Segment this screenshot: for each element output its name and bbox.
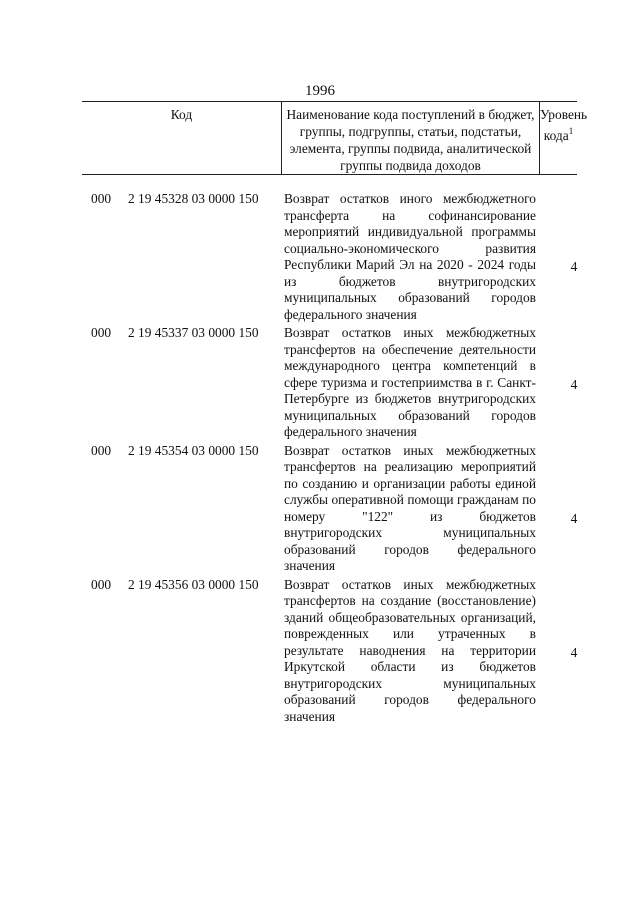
row-level: 4 bbox=[570, 259, 578, 274]
row-prefix: 000 bbox=[91, 576, 112, 592]
header-level-label: Уровень кода bbox=[540, 107, 588, 143]
page-number: 1996 bbox=[305, 83, 335, 99]
table-body bbox=[0, 191, 640, 727]
row-prefix: 000 bbox=[91, 325, 112, 340]
row-description: Возврат остатков иного межбюджетного трансферта на софинансирование мероприятий индивидуальной программы социально-экономического развития Республики Марий Эл на 2020 - 2024 годы из бюджетов внутригородских муниципальных образований городов федерального значения bbox=[284, 191, 536, 322]
table-row bbox=[0, 443, 640, 575]
row-level: 4 bbox=[570, 644, 578, 660]
row-level: 4 bbox=[570, 510, 578, 526]
row-prefix: 000 bbox=[91, 191, 112, 206]
table-row bbox=[0, 325, 640, 441]
row-code: 2 19 45328 03 0000 150 bbox=[128, 191, 259, 206]
row-level: 4 bbox=[570, 377, 578, 392]
header-code: Код bbox=[170, 107, 193, 122]
table-row bbox=[0, 577, 640, 726]
footnote-marker: 1 bbox=[568, 126, 574, 136]
row-description: Возврат остатков иных межбюджетных трансфертов на обеспечение деятельности международного центра компетенций в сфере туризма и гостеприимства в г. Санкт-Петербурге из бюджетов внутригородских муниципальных образований городов федерального значения bbox=[284, 325, 536, 439]
header-name: Наименование кода поступлений в бюджет, группы, подгруппы, статьи, подстатьи, элемента, группы подвида, аналитической группы подвида доходов bbox=[281, 102, 540, 174]
row-code: 2 19 45356 03 0000 150 bbox=[128, 576, 259, 592]
row-description: Возврат остатков иных межбюджетных трансфертов на реализацию мероприятий по созданию и организации работы единой службы оперативной помощи гражданам по номеру "122" из бюджетов внутригородских муниципальных образований городов федерального значения bbox=[284, 442, 536, 573]
row-description: Возврат остатков иных межбюджетных трансфертов на создание (восстановление) зданий общеобразовательных организаций, поврежденных или утраченных в результате наводнения на территории Иркутской области из бюджетов внутригородских муниципальных образований городов федерального значения bbox=[284, 576, 536, 724]
header-level bbox=[540, 102, 588, 174]
row-code: 2 19 45354 03 0000 150 bbox=[128, 442, 259, 458]
row-code: 2 19 45337 03 0000 150 bbox=[128, 325, 259, 340]
table-row bbox=[0, 191, 640, 323]
table-header bbox=[82, 101, 588, 175]
row-prefix: 000 bbox=[91, 442, 112, 458]
